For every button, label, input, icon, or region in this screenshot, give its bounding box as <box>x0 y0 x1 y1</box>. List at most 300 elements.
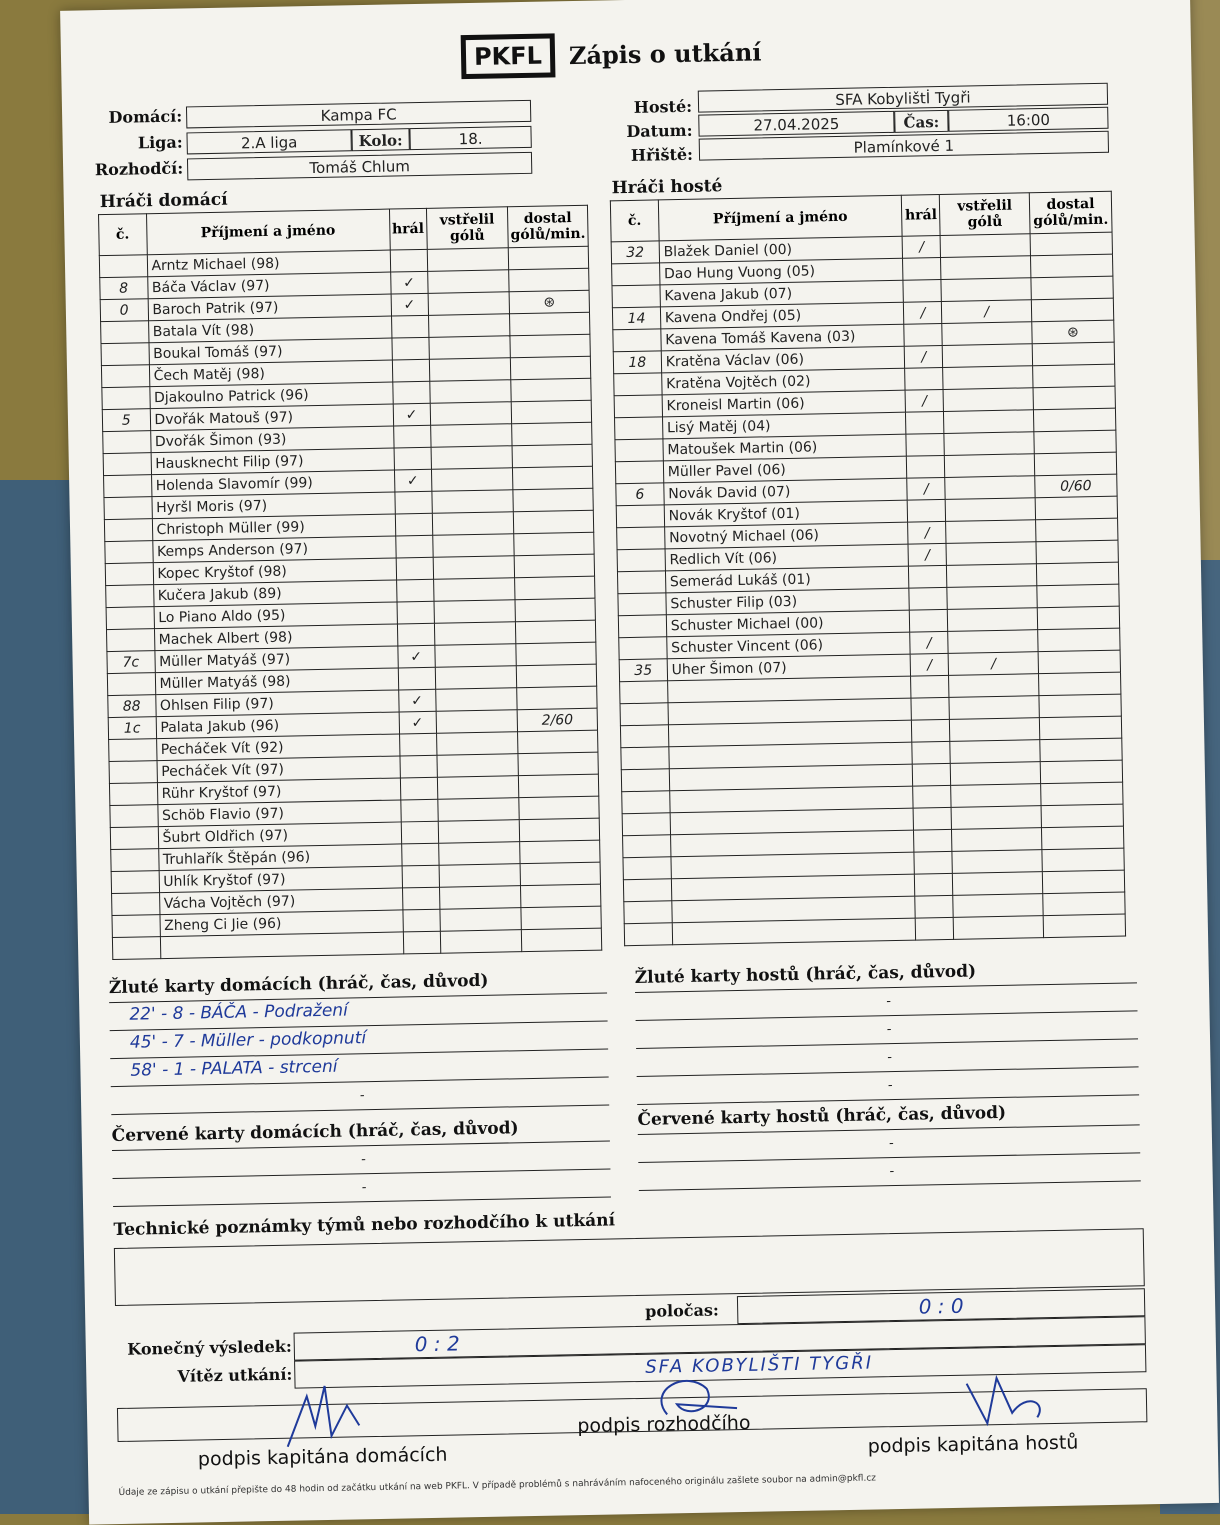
goals-scored[interactable] <box>940 234 1030 258</box>
played-mark[interactable] <box>398 667 435 690</box>
played-mark[interactable] <box>396 579 433 602</box>
played-mark[interactable] <box>401 821 438 844</box>
played-mark[interactable]: / <box>904 301 942 324</box>
player-name: Kratěna Václav (06) <box>661 346 905 373</box>
goals-scored[interactable] <box>437 776 519 800</box>
player-number[interactable] <box>101 343 149 366</box>
goals-conceded[interactable] <box>1034 452 1116 476</box>
goals-scored[interactable] <box>953 894 1043 918</box>
goals-scored[interactable] <box>429 380 511 404</box>
pitch-field[interactable]: Plamínkové 1 <box>699 131 1109 161</box>
goals-conceded[interactable] <box>515 620 595 644</box>
goals-scored[interactable] <box>435 666 517 690</box>
player-number[interactable] <box>619 637 667 660</box>
played-mark[interactable] <box>393 425 430 448</box>
goals-scored[interactable] <box>948 630 1038 654</box>
player-number[interactable] <box>622 791 670 814</box>
player-number[interactable] <box>106 585 154 608</box>
player-number[interactable] <box>618 593 666 616</box>
player-number[interactable] <box>111 871 159 894</box>
player-name <box>672 918 916 945</box>
player-number[interactable] <box>103 431 151 454</box>
goals-conceded[interactable] <box>1039 694 1121 718</box>
player-number[interactable] <box>613 329 661 352</box>
referee-label: Rozhodčí: <box>94 158 184 180</box>
player-number[interactable] <box>618 615 666 638</box>
goals-conceded[interactable] <box>1031 298 1113 322</box>
player-number[interactable]: 1c <box>108 717 156 740</box>
played-mark[interactable]: ✓ <box>398 689 435 712</box>
played-mark[interactable]: / <box>902 235 940 258</box>
player-number[interactable]: 8 <box>100 277 148 300</box>
goals-conceded[interactable] <box>1033 386 1115 410</box>
goals-conceded[interactable] <box>518 752 598 776</box>
goals-conceded[interactable] <box>512 444 592 468</box>
goals-scored[interactable] <box>434 622 516 646</box>
player-number[interactable]: 14 <box>612 307 660 330</box>
goals-scored[interactable] <box>946 542 1036 566</box>
player-number[interactable] <box>103 453 151 476</box>
goals-conceded[interactable] <box>1030 254 1112 278</box>
player-number[interactable] <box>105 563 153 586</box>
player-number[interactable] <box>109 739 157 762</box>
goals-scored[interactable]: / <box>942 300 1032 324</box>
played-mark[interactable] <box>903 257 941 280</box>
goals-conceded[interactable] <box>1038 628 1120 652</box>
away-label: Hosté: <box>633 96 693 117</box>
goals-scored[interactable] <box>950 740 1040 764</box>
player-number[interactable] <box>617 571 665 594</box>
played-mark[interactable] <box>397 601 434 624</box>
player-number[interactable] <box>623 857 671 880</box>
player-number[interactable]: 32 <box>611 241 659 264</box>
goals-conceded[interactable] <box>1042 870 1124 894</box>
player-number[interactable]: 35 <box>619 659 667 682</box>
player-number[interactable] <box>614 395 662 418</box>
goals-scored[interactable]: / <box>948 652 1038 676</box>
goals-conceded[interactable] <box>521 884 601 908</box>
goals-scored[interactable] <box>439 864 521 888</box>
player-name: Redlich Vít (06) <box>665 544 909 571</box>
player-number[interactable] <box>617 527 665 550</box>
goals-conceded[interactable] <box>516 642 596 666</box>
player-number[interactable] <box>620 703 668 726</box>
played-mark[interactable]: ✓ <box>398 645 435 668</box>
goals-scored[interactable] <box>944 410 1034 434</box>
goals-conceded[interactable] <box>1036 540 1118 564</box>
goals-conceded[interactable] <box>514 554 594 578</box>
goals-scored[interactable] <box>438 820 520 844</box>
player-number[interactable] <box>616 505 664 528</box>
goals-conceded[interactable] <box>1038 650 1120 674</box>
goals-conceded[interactable] <box>1037 606 1119 630</box>
goals-scored[interactable] <box>943 388 1033 412</box>
player-name: Čech Matěj (98) <box>149 360 393 387</box>
player-number[interactable] <box>112 893 160 916</box>
goals-scored[interactable] <box>943 344 1033 368</box>
player-number[interactable] <box>614 373 662 396</box>
goals-scored[interactable] <box>951 762 1041 786</box>
col-played: hrál <box>389 208 427 250</box>
played-mark[interactable] <box>907 455 945 478</box>
player-number[interactable] <box>99 255 147 278</box>
away-yellow-title: Žluté karty hostů (hráč, čas, důvod) <box>634 961 977 988</box>
played-mark[interactable] <box>912 719 950 742</box>
card-entry: - <box>887 1050 893 1066</box>
played-mark[interactable] <box>401 843 438 866</box>
goals-scored[interactable] <box>944 432 1034 456</box>
goals-scored[interactable] <box>430 402 512 426</box>
played-mark[interactable] <box>906 411 944 434</box>
goals-scored[interactable] <box>948 608 1038 632</box>
player-number[interactable] <box>104 519 152 542</box>
player-number[interactable]: 88 <box>108 695 156 718</box>
goals-scored[interactable] <box>953 916 1043 940</box>
player-number[interactable] <box>105 541 153 564</box>
played-mark[interactable]: / <box>905 389 943 412</box>
played-mark[interactable] <box>906 433 944 456</box>
goals-scored[interactable] <box>952 828 1042 852</box>
goals-scored[interactable] <box>946 520 1036 544</box>
played-mark[interactable] <box>914 829 952 852</box>
goals-scored[interactable] <box>439 886 521 910</box>
home-team-field[interactable]: Kampa FC <box>186 100 531 129</box>
goals-conceded[interactable] <box>520 840 600 864</box>
player-number[interactable] <box>101 365 149 388</box>
page-title: Zápis o utkání <box>568 36 762 70</box>
goals-scored[interactable] <box>436 732 518 756</box>
goals-scored[interactable] <box>437 754 519 778</box>
player-number[interactable]: 0 <box>100 299 148 322</box>
played-mark[interactable]: / <box>910 631 948 654</box>
played-mark[interactable] <box>914 851 952 874</box>
player-number[interactable] <box>102 387 150 410</box>
player-number[interactable] <box>612 263 660 286</box>
away-red-title: Červené karty hostů (hráč, čas, důvod) <box>637 1102 1007 1130</box>
goals-conceded[interactable] <box>1043 914 1125 938</box>
played-mark[interactable] <box>910 609 948 632</box>
away-team-field[interactable]: SFA Kobylištİ Tygři <box>698 83 1108 113</box>
goals-conceded[interactable] <box>508 246 588 270</box>
played-mark[interactable] <box>915 873 953 896</box>
played-mark[interactable] <box>907 499 945 522</box>
goals-scored[interactable] <box>429 358 511 382</box>
played-mark[interactable]: ✓ <box>399 711 436 734</box>
played-mark[interactable] <box>911 675 949 698</box>
goals-scored[interactable] <box>947 564 1037 588</box>
goals-conceded[interactable] <box>513 510 593 534</box>
played-mark[interactable] <box>392 337 429 360</box>
player-number[interactable] <box>111 849 159 872</box>
player-number[interactable] <box>621 769 669 792</box>
goals-scored[interactable] <box>437 798 519 822</box>
player-number[interactable] <box>612 285 660 308</box>
played-mark[interactable] <box>903 279 941 302</box>
goals-scored[interactable] <box>432 534 514 558</box>
player-name: Palata Jakub (96) <box>156 712 400 739</box>
player-name: Baroch Patrik (97) <box>148 294 392 321</box>
goals-conceded[interactable] <box>517 686 597 710</box>
goals-conceded[interactable] <box>515 598 595 622</box>
player-number[interactable]: 6 <box>616 483 664 506</box>
goals-scored[interactable] <box>431 446 513 470</box>
goals-conceded[interactable] <box>511 400 591 424</box>
goals-conceded[interactable] <box>518 774 598 798</box>
goals-scored[interactable] <box>434 644 516 668</box>
date-field[interactable]: 27.04.2025 <box>698 111 894 137</box>
card-entry: - <box>888 1136 894 1152</box>
goals-conceded[interactable] <box>512 422 592 446</box>
goals-scored[interactable] <box>427 248 509 272</box>
referee-signature-label: podpis rozhodčího <box>577 1411 751 1438</box>
played-mark[interactable] <box>400 777 437 800</box>
played-mark[interactable] <box>915 895 953 918</box>
played-mark[interactable] <box>402 865 439 888</box>
goals-scored[interactable] <box>433 578 515 602</box>
player-number[interactable] <box>615 417 663 440</box>
goals-conceded[interactable] <box>1037 584 1119 608</box>
played-mark[interactable] <box>916 917 954 940</box>
home-players-title: Hráči domácí <box>99 189 228 213</box>
goals-scored[interactable] <box>440 930 522 954</box>
goals-conceded[interactable] <box>1031 276 1113 300</box>
player-number[interactable] <box>622 813 670 836</box>
player-name: Boukal Tomáš (97) <box>148 338 392 365</box>
played-mark[interactable] <box>390 249 427 272</box>
player-number[interactable] <box>620 725 668 748</box>
played-mark[interactable] <box>911 697 949 720</box>
goals-scored[interactable] <box>945 476 1035 500</box>
player-number[interactable] <box>106 607 154 630</box>
played-mark[interactable] <box>913 785 951 808</box>
player-number[interactable] <box>110 805 158 828</box>
played-mark[interactable] <box>909 587 947 610</box>
goals-scored[interactable] <box>435 688 517 712</box>
league-field[interactable]: 2.A liga <box>186 129 351 154</box>
goals-scored[interactable] <box>431 468 513 492</box>
player-name: Schuster Filip (03) <box>666 588 910 615</box>
player-number[interactable]: 18 <box>613 351 661 374</box>
player-name: Holenda Slavomír (99) <box>151 470 395 497</box>
goals-scored[interactable] <box>428 314 510 338</box>
player-name: Dvořák Šimon (93) <box>150 426 394 453</box>
played-mark[interactable] <box>909 565 947 588</box>
goals-conceded[interactable] <box>510 312 590 336</box>
player-number[interactable] <box>620 681 668 704</box>
player-number[interactable] <box>615 461 663 484</box>
goals-conceded[interactable] <box>1033 364 1115 388</box>
goals-scored[interactable] <box>951 784 1041 808</box>
home-yellow-lines <box>109 993 609 1116</box>
goals-scored[interactable] <box>434 600 516 624</box>
goals-scored[interactable] <box>953 872 1043 896</box>
goals-conceded[interactable] <box>516 664 596 688</box>
goals-conceded[interactable] <box>520 862 600 886</box>
goals-conceded[interactable] <box>510 356 590 380</box>
played-mark[interactable]: ✓ <box>394 469 431 492</box>
winner-field[interactable]: SFA KOBYLIŠTI TYGŘI <box>294 1344 1146 1388</box>
player-name: Novák Kryštof (01) <box>664 500 908 527</box>
home-label: Domácí: <box>108 106 183 127</box>
player-number[interactable] <box>109 761 157 784</box>
col-conceded: dostal gólů/min. <box>1029 191 1112 234</box>
goals-conceded[interactable] <box>1040 760 1122 784</box>
played-mark[interactable] <box>392 359 429 382</box>
player-number[interactable] <box>623 835 671 858</box>
played-mark[interactable] <box>395 513 432 536</box>
player-number[interactable] <box>621 747 669 770</box>
played-mark[interactable] <box>400 799 437 822</box>
played-mark[interactable] <box>904 323 942 346</box>
final-field[interactable]: 0 : 2 <box>294 1316 1146 1360</box>
played-mark[interactable] <box>905 367 943 390</box>
played-mark[interactable] <box>391 315 428 338</box>
played-mark[interactable] <box>402 887 439 910</box>
goals-conceded[interactable] <box>1041 826 1123 850</box>
goals-conceded[interactable]: ⊛ <box>1032 320 1114 344</box>
halftime-label: poločas: <box>644 1300 719 1321</box>
goals-conceded[interactable] <box>1036 518 1118 542</box>
player-name: Dao Hung Vuong (05) <box>659 258 903 285</box>
goals-conceded[interactable] <box>1042 848 1124 872</box>
goals-conceded[interactable] <box>1041 782 1123 806</box>
player-number[interactable] <box>106 629 154 652</box>
goals-scored[interactable] <box>427 270 509 294</box>
home-red-lines <box>112 1141 611 1208</box>
played-mark[interactable]: / <box>908 543 946 566</box>
goals-scored[interactable] <box>943 366 1033 390</box>
goals-scored[interactable] <box>949 696 1039 720</box>
played-mark[interactable]: / <box>910 653 948 676</box>
player-number[interactable]: 5 <box>102 409 150 432</box>
goals-scored[interactable] <box>952 850 1042 874</box>
goals-conceded[interactable] <box>1036 562 1118 586</box>
goals-conceded[interactable] <box>1039 672 1121 696</box>
goals-scored[interactable] <box>440 908 522 932</box>
played-mark[interactable]: ✓ <box>391 293 428 316</box>
goals-conceded[interactable] <box>1030 232 1112 256</box>
goals-scored[interactable] <box>942 322 1032 346</box>
goals-scored[interactable] <box>432 512 514 536</box>
played-mark[interactable] <box>400 755 437 778</box>
played-mark[interactable]: ✓ <box>393 403 430 426</box>
goals-scored[interactable] <box>945 498 1035 522</box>
goals-conceded[interactable]: ⊛ <box>509 290 589 314</box>
player-number[interactable] <box>623 879 671 902</box>
player-number[interactable] <box>112 937 160 960</box>
played-mark[interactable] <box>912 741 950 764</box>
goals-scored[interactable] <box>431 490 513 514</box>
played-mark[interactable] <box>395 535 432 558</box>
played-mark[interactable] <box>394 447 431 470</box>
goals-conceded[interactable] <box>511 378 591 402</box>
played-mark[interactable]: / <box>908 521 946 544</box>
goals-conceded[interactable] <box>1040 738 1122 762</box>
player-number[interactable]: 7c <box>107 651 155 674</box>
player-number[interactable] <box>109 783 157 806</box>
played-mark[interactable] <box>392 381 429 404</box>
goals-scored[interactable] <box>433 556 515 580</box>
round-field[interactable]: 18. <box>409 126 531 150</box>
goals-conceded[interactable] <box>1034 430 1116 454</box>
player-number[interactable] <box>101 321 149 344</box>
player-number[interactable] <box>624 923 672 946</box>
played-mark[interactable] <box>395 491 432 514</box>
player-number[interactable] <box>624 901 672 924</box>
goals-scored[interactable] <box>429 336 511 360</box>
goals-scored[interactable] <box>945 454 1035 478</box>
time-field[interactable]: 16:00 <box>948 107 1108 132</box>
player-number[interactable] <box>615 439 663 462</box>
goals-scored[interactable] <box>941 256 1031 280</box>
goals-conceded[interactable] <box>1043 892 1125 916</box>
goals-conceded[interactable] <box>518 730 598 754</box>
goals-conceded[interactable] <box>1032 342 1114 366</box>
goals-scored[interactable] <box>947 586 1037 610</box>
goals-conceded[interactable] <box>1039 716 1121 740</box>
goals-conceded[interactable] <box>521 906 601 930</box>
goals-conceded[interactable] <box>1041 804 1123 828</box>
player-number[interactable] <box>112 915 160 938</box>
goals-conceded[interactable] <box>1033 408 1115 432</box>
col-played: hrál <box>902 194 941 236</box>
goals-conceded[interactable] <box>514 532 594 556</box>
played-mark[interactable] <box>913 763 951 786</box>
player-name: Kroneisl Martin (06) <box>662 390 906 417</box>
goals-scored[interactable] <box>950 718 1040 742</box>
played-mark[interactable]: / <box>905 345 943 368</box>
league-label: Liga: <box>137 132 183 153</box>
player-number[interactable] <box>617 549 665 572</box>
player-number[interactable] <box>104 475 152 498</box>
goals-scored[interactable] <box>430 424 512 448</box>
goals-conceded[interactable]: 0/60 <box>1035 474 1117 498</box>
goals-conceded[interactable] <box>510 334 590 358</box>
goals-conceded[interactable]: 2/60 <box>517 708 597 732</box>
goals-conceded[interactable] <box>519 796 599 820</box>
played-mark[interactable] <box>403 931 440 954</box>
goals-conceded[interactable] <box>521 928 601 952</box>
played-mark[interactable] <box>396 557 433 580</box>
player-number[interactable] <box>107 673 155 696</box>
goals-scored[interactable] <box>428 292 510 316</box>
goals-scored[interactable] <box>949 674 1039 698</box>
goals-conceded[interactable] <box>513 466 593 490</box>
goals-scored[interactable] <box>951 806 1041 830</box>
referee-field[interactable]: Tomáš Chlum <box>187 152 532 181</box>
goals-conceded[interactable] <box>513 488 593 512</box>
played-mark[interactable] <box>399 733 436 756</box>
played-mark[interactable] <box>397 623 434 646</box>
card-entry: - <box>359 1088 365 1104</box>
played-mark[interactable]: / <box>907 477 945 500</box>
player-number[interactable] <box>104 497 152 520</box>
played-mark[interactable] <box>913 807 951 830</box>
goals-conceded[interactable] <box>515 576 595 600</box>
halftime-field[interactable]: 0 : 0 <box>737 1288 1145 1324</box>
goals-conceded[interactable] <box>509 268 589 292</box>
goals-scored[interactable] <box>941 278 1031 302</box>
played-mark[interactable] <box>403 909 440 932</box>
goals-conceded[interactable] <box>519 818 599 842</box>
goals-conceded[interactable] <box>1035 496 1117 520</box>
played-mark[interactable]: ✓ <box>390 271 427 294</box>
away-red-lines <box>638 1124 1141 1191</box>
goals-scored[interactable] <box>438 842 520 866</box>
player-number[interactable] <box>110 827 158 850</box>
goals-scored[interactable] <box>436 710 518 734</box>
away-yellow-lines <box>635 982 1139 1105</box>
